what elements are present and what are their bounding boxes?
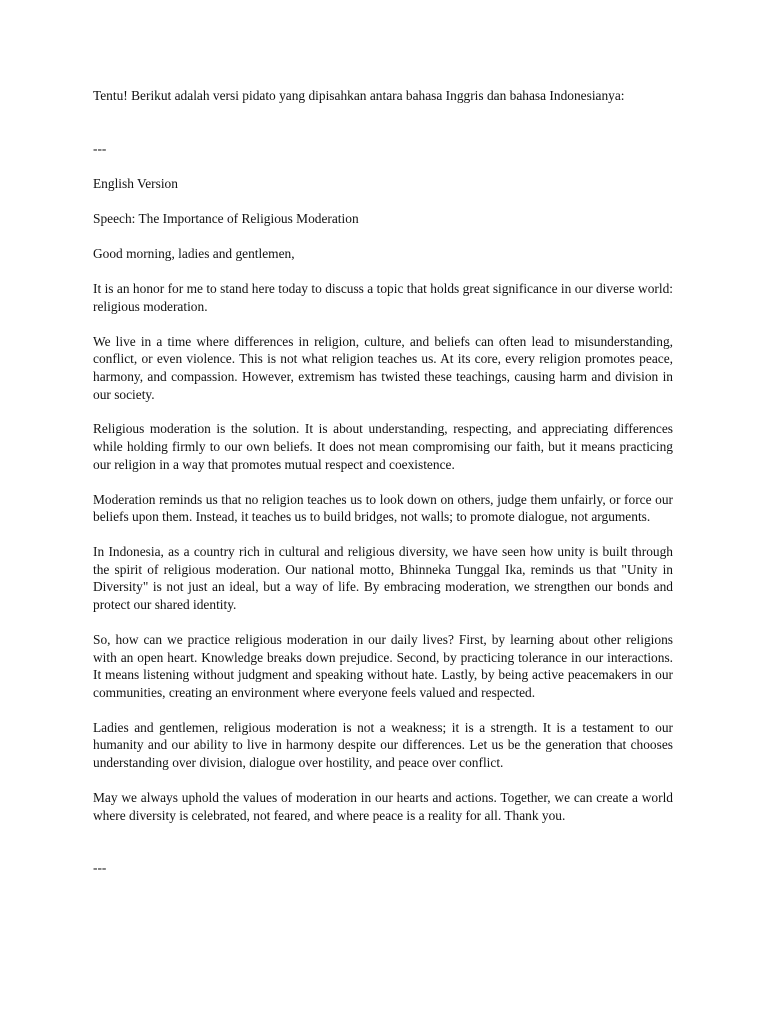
separator-top: --- <box>93 140 107 156</box>
paragraph-indonesia: In Indonesia, as a country rich in cultural and religious diversity, we have seen how unity is built through the spirit of religious moderation. Our national motto, Bhinneka Tunggal Ika, reminds us that "Unity in Diversity" is not just an ideal, but a way of life. By embracing moderation, we strengthen our bonds and protect our shared identity. <box>93 544 673 613</box>
paragraph-solution: Religious moderation is the solution. It is about understanding, respecting, and appreciating differences while holding firmly to our own beliefs. It does not mean compromising our faith, but it means practicing our religion in a way that promotes mutual respect and coexistence. <box>93 421 673 472</box>
document-body <box>93 87 673 877</box>
section-title: English Version <box>93 176 178 192</box>
paragraph-strength: Ladies and gentlemen, religious moderation is not a weakness; it is a strength. It is a testament to our humanity and our ability to live in harmony despite our differences. Let us be the generation that chooses understanding over division, dialogue over hostility, and peace over conflict. <box>93 719 673 770</box>
separator-bottom: --- <box>93 860 107 876</box>
paragraph-differences: We live in a time where differences in religion, culture, and beliefs can often lead to misunderstanding, conflict, or even violence. This is not what religion teaches us. At its core, every religion promotes peace, harmony, and compassion. However, extremism has twisted these teachings, causing harm and division in our society. <box>93 333 673 402</box>
paragraph-closing: May we always uphold the values of moderation in our hearts and actions. Together, we can create a world where diversity is celebrated, not feared, and where peace is a reality for all. Thank you. <box>93 789 673 823</box>
paragraph-honor: It is an honor for me to stand here today to discuss a topic that holds great significance in our diverse world: religious moderation. <box>93 281 673 314</box>
intro-text: Tentu! Berikut adalah versi pidato yang dipisahkan antara bahasa Inggris dan bahasa Indonesianya: <box>93 88 625 103</box>
paragraph-bridges: Moderation reminds us that no religion teaches us to look down on others, judge them unfairly, or force our beliefs upon them. Instead, it teaches us to build bridges, not walls; to promote dialogue, not arguments. <box>93 491 673 525</box>
paragraph-practice: So, how can we practice religious moderation in our daily lives? First, by learning about other religions with an open heart. Knowledge breaks down prejudice. Second, by practicing tolerance in our interactions. It means listening without judgment and speaking without hate. Lastly, by being active peacemakers in our communities, creating an environment where everyone feels valued and respected. <box>93 632 673 700</box>
speech-title: Speech: The Importance of Religious Moderation <box>93 211 359 227</box>
greeting: Good morning, ladies and gentlemen, <box>93 246 295 262</box>
